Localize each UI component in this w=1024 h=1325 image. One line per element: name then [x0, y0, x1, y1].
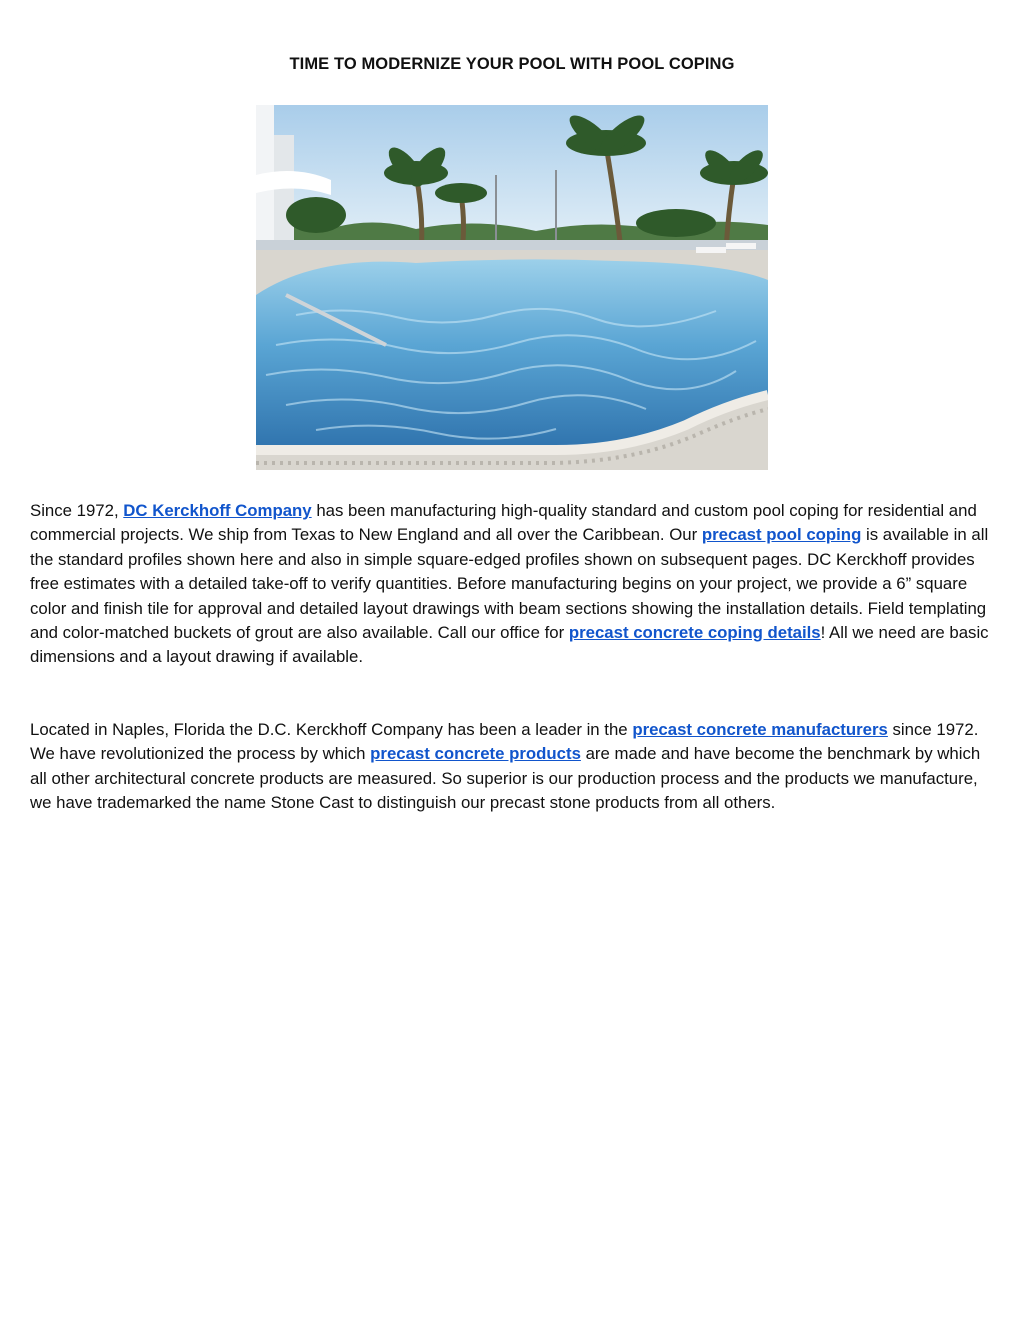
paragraph-text: since 1972. We have revolutionized the process by which [30, 720, 979, 764]
paragraph-text: are made and have become the benchmark by which all other architectural concrete products are measured. So superior is our production process and the products we manufacture, we have trademarked the name Stone Cast to distinguish our precast stone products from all others. [30, 744, 981, 813]
paragraph-text: ! All we need are basic dimensions and a layout drawing if available. [30, 623, 989, 667]
dc-kerckhoff-company-link[interactable]: DC Kerckhoff Company [123, 501, 312, 520]
pool-photo-icon [256, 105, 768, 470]
paragraph-text: Located in Naples, Florida the D.C. Kerckhoff Company has been a leader in the [30, 720, 633, 739]
paragraph-about [30, 718, 995, 816]
paragraph-intro [30, 499, 995, 670]
precast-manufacturers-link[interactable]: precast concrete manufacturers [632, 720, 888, 739]
coping-details-link[interactable]: precast concrete coping details [568, 623, 821, 643]
precast-pool-coping-link[interactable]: precast pool coping [701, 525, 862, 545]
paragraph-text: is available in all the standard profiles shown here and also in simple square-edged profiles shown on subsequent pages. DC Kerckhoff provides free estimates with a detailed take-off to verify quantities. Before manufacturing begins on your project, we provide a 6” square color and finish tile for approval and detailed layout drawings with beam sections showing the installation details. Field templating and color-matched buckets of grout are also available. Call our office for [30, 525, 989, 643]
precast-products-link[interactable]: precast concrete products [370, 744, 581, 764]
page-title: TIME TO MODERNIZE YOUR POOL WITH POOL COPING [289, 55, 735, 73]
paragraph-text: has been manufacturing high-quality standard and custom pool coping for residential and commercial projects. We ship from Texas to New England and all over the Caribbean. Our [30, 501, 977, 545]
paragraph-text: Since 1972, [30, 501, 124, 520]
pool-photo [256, 105, 768, 470]
